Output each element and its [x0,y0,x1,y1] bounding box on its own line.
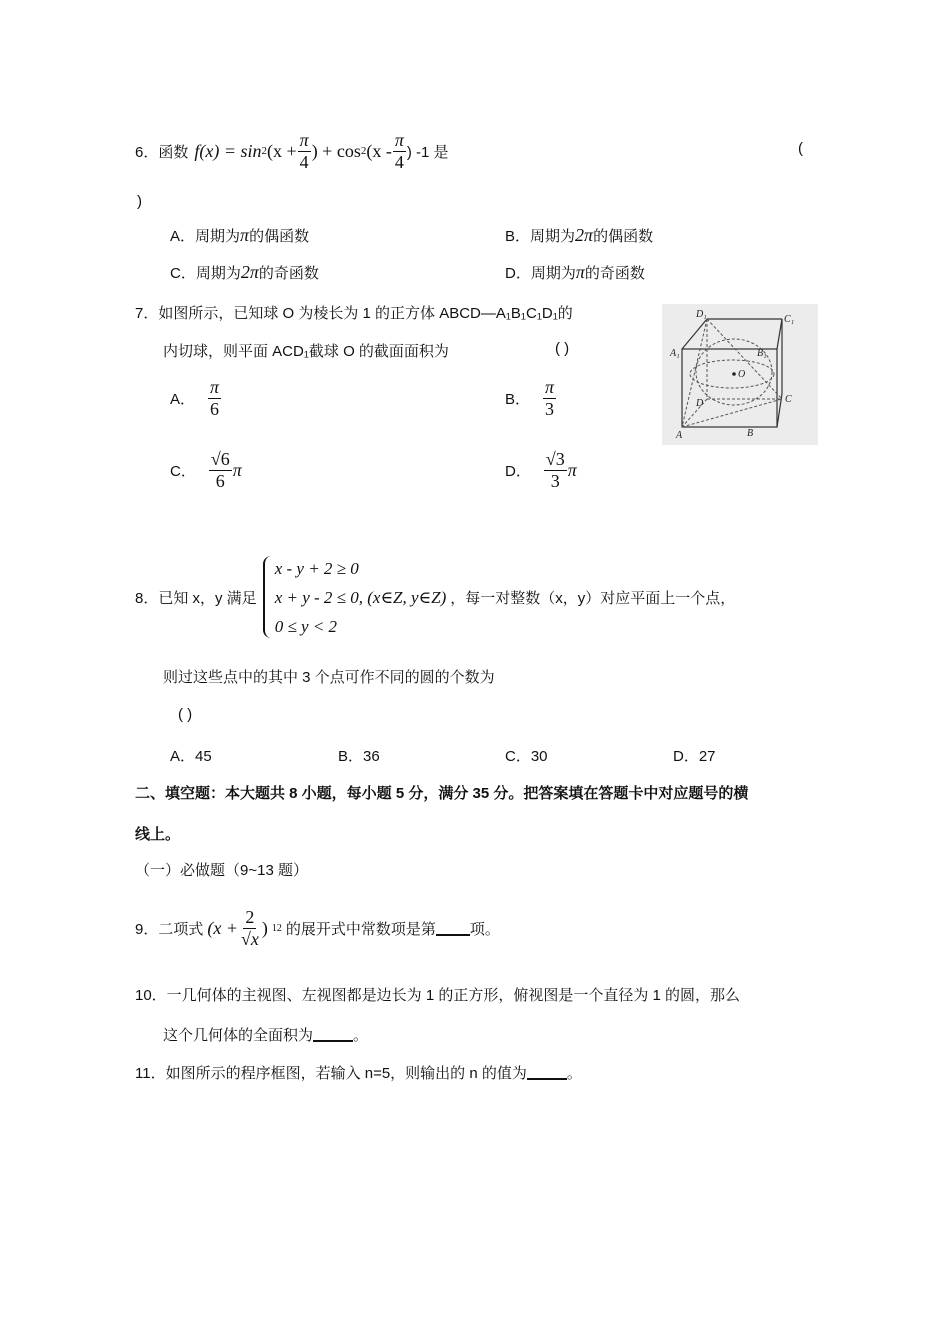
q8-tail: ，每一对整数（x，y）对应平面上一个点， [450,589,736,607]
q8-paren: ( ) [178,706,193,723]
q9-line: 9．二项式 (x + $\frac{2}{√x}$ ) 12 的展开式中常数项是第 项。 [135,906,500,949]
q9-exponent: 12 [271,922,282,934]
q10-line2: 这个几何体的全面积为 。 [163,1027,369,1044]
q6-sq1: 2 [261,145,267,157]
label-a1: A₁ [670,348,680,359]
q6-paren-close: ) [137,193,142,210]
q6-number: 6． [135,143,159,161]
q6-func: f(x) = sin [194,140,262,161]
section2-subheading: （一）必做题（9~13 题） [135,862,308,879]
label-a: A [676,430,683,441]
q8-option-c: C．30 [505,748,548,765]
q8-option-d: D．27 [673,748,716,765]
q8-lead: 8．已知 x，y 满足 [135,589,257,607]
q11-line: 11．如图所示的程序框图，若输入 n=5，则输出的 n 的值为 。 [135,1065,582,1082]
q10-line1: 10．一几何体的主视图、左视图都是边长为 1 的正方形，俯视图是一个直径为 1 的圆，那么 [135,987,741,1004]
q10-answer-blank[interactable] [313,1026,353,1042]
q6-sq2: 2 [360,145,367,157]
q9-expr: (x + [207,917,238,938]
q7-line1: 7．如图所示，已知球 O 为棱长为 1 的正方体 ABCD—A₁B₁C₁D₁的 [135,305,573,322]
q6-pluscos: ) + cos [311,140,361,161]
label-o: O [738,369,746,380]
q6-option-a: A．周期为π的偶函数 [170,225,310,245]
q6-lead: 函数 [158,143,189,161]
q8-line1 [135,552,735,642]
section2-heading-line2: 线上。 [135,826,181,843]
q7-cube-figure [662,304,818,445]
q8-brace [263,556,273,638]
label-c1: C₁ [784,314,795,325]
q6-option-d: D．周期为π的奇函数 [505,262,645,282]
q6-frac2: $\frac{\pi}{4}$ [394,129,404,172]
q6-arg1: (x + [267,140,297,161]
q8-system: x - y + 2 ≥ 0 x + y - 2 ≤ 0, (x∈Z, y∈Z) 0 ≤ y < 2 [274,558,447,636]
q7-option-d: D． $\frac{√3}{3}$ π [505,449,577,491]
q7-paren: ( ) [555,340,570,357]
q6-option-b: B．周期为2π的偶函数 [505,225,654,245]
q6-paren-open: ( [798,140,803,157]
q8-option-a: A．45 [170,748,212,765]
q8-option-b: B．36 [338,748,380,765]
q6-tail: ) -1 是 [406,143,449,161]
q7-option-b: B． $\frac{\pi}{3}$ [505,377,555,419]
q6-frac1: $\frac{\pi}{4}$ [299,129,309,172]
label-b1: B₁ [757,348,767,359]
label-d: D [696,398,704,409]
q11-answer-blank[interactable] [527,1064,567,1080]
label-b: B [747,428,754,439]
label-c: C [785,394,792,405]
q6-line [135,126,449,176]
q7-line2: 内切球，则平面 ACD₁截球 O 的截面面积为 [163,343,449,360]
q6-arg2: (x - [366,140,392,161]
q7-option-c: C． $\frac{√6}{6}$ π [170,449,242,491]
q9-answer-blank[interactable] [436,920,470,936]
cube-diagram [662,304,818,445]
label-d1: D₁ [696,309,707,320]
q9-frac: $\frac{2}{√x}$ [240,906,259,949]
q6-option-c: C．周期为2π的奇函数 [170,262,319,282]
section2-heading-line1: 二、填空题：本大题共 8 小题，每小题 5 分，满分 35 分。把答案填在答题卡中对应题号的横 [135,785,749,802]
q8-line2: 则过这些点中的其中 3 个点可作不同的圆的个数为 [163,669,495,686]
q7-option-a: A． $\frac{\pi}{6}$ [170,377,220,419]
